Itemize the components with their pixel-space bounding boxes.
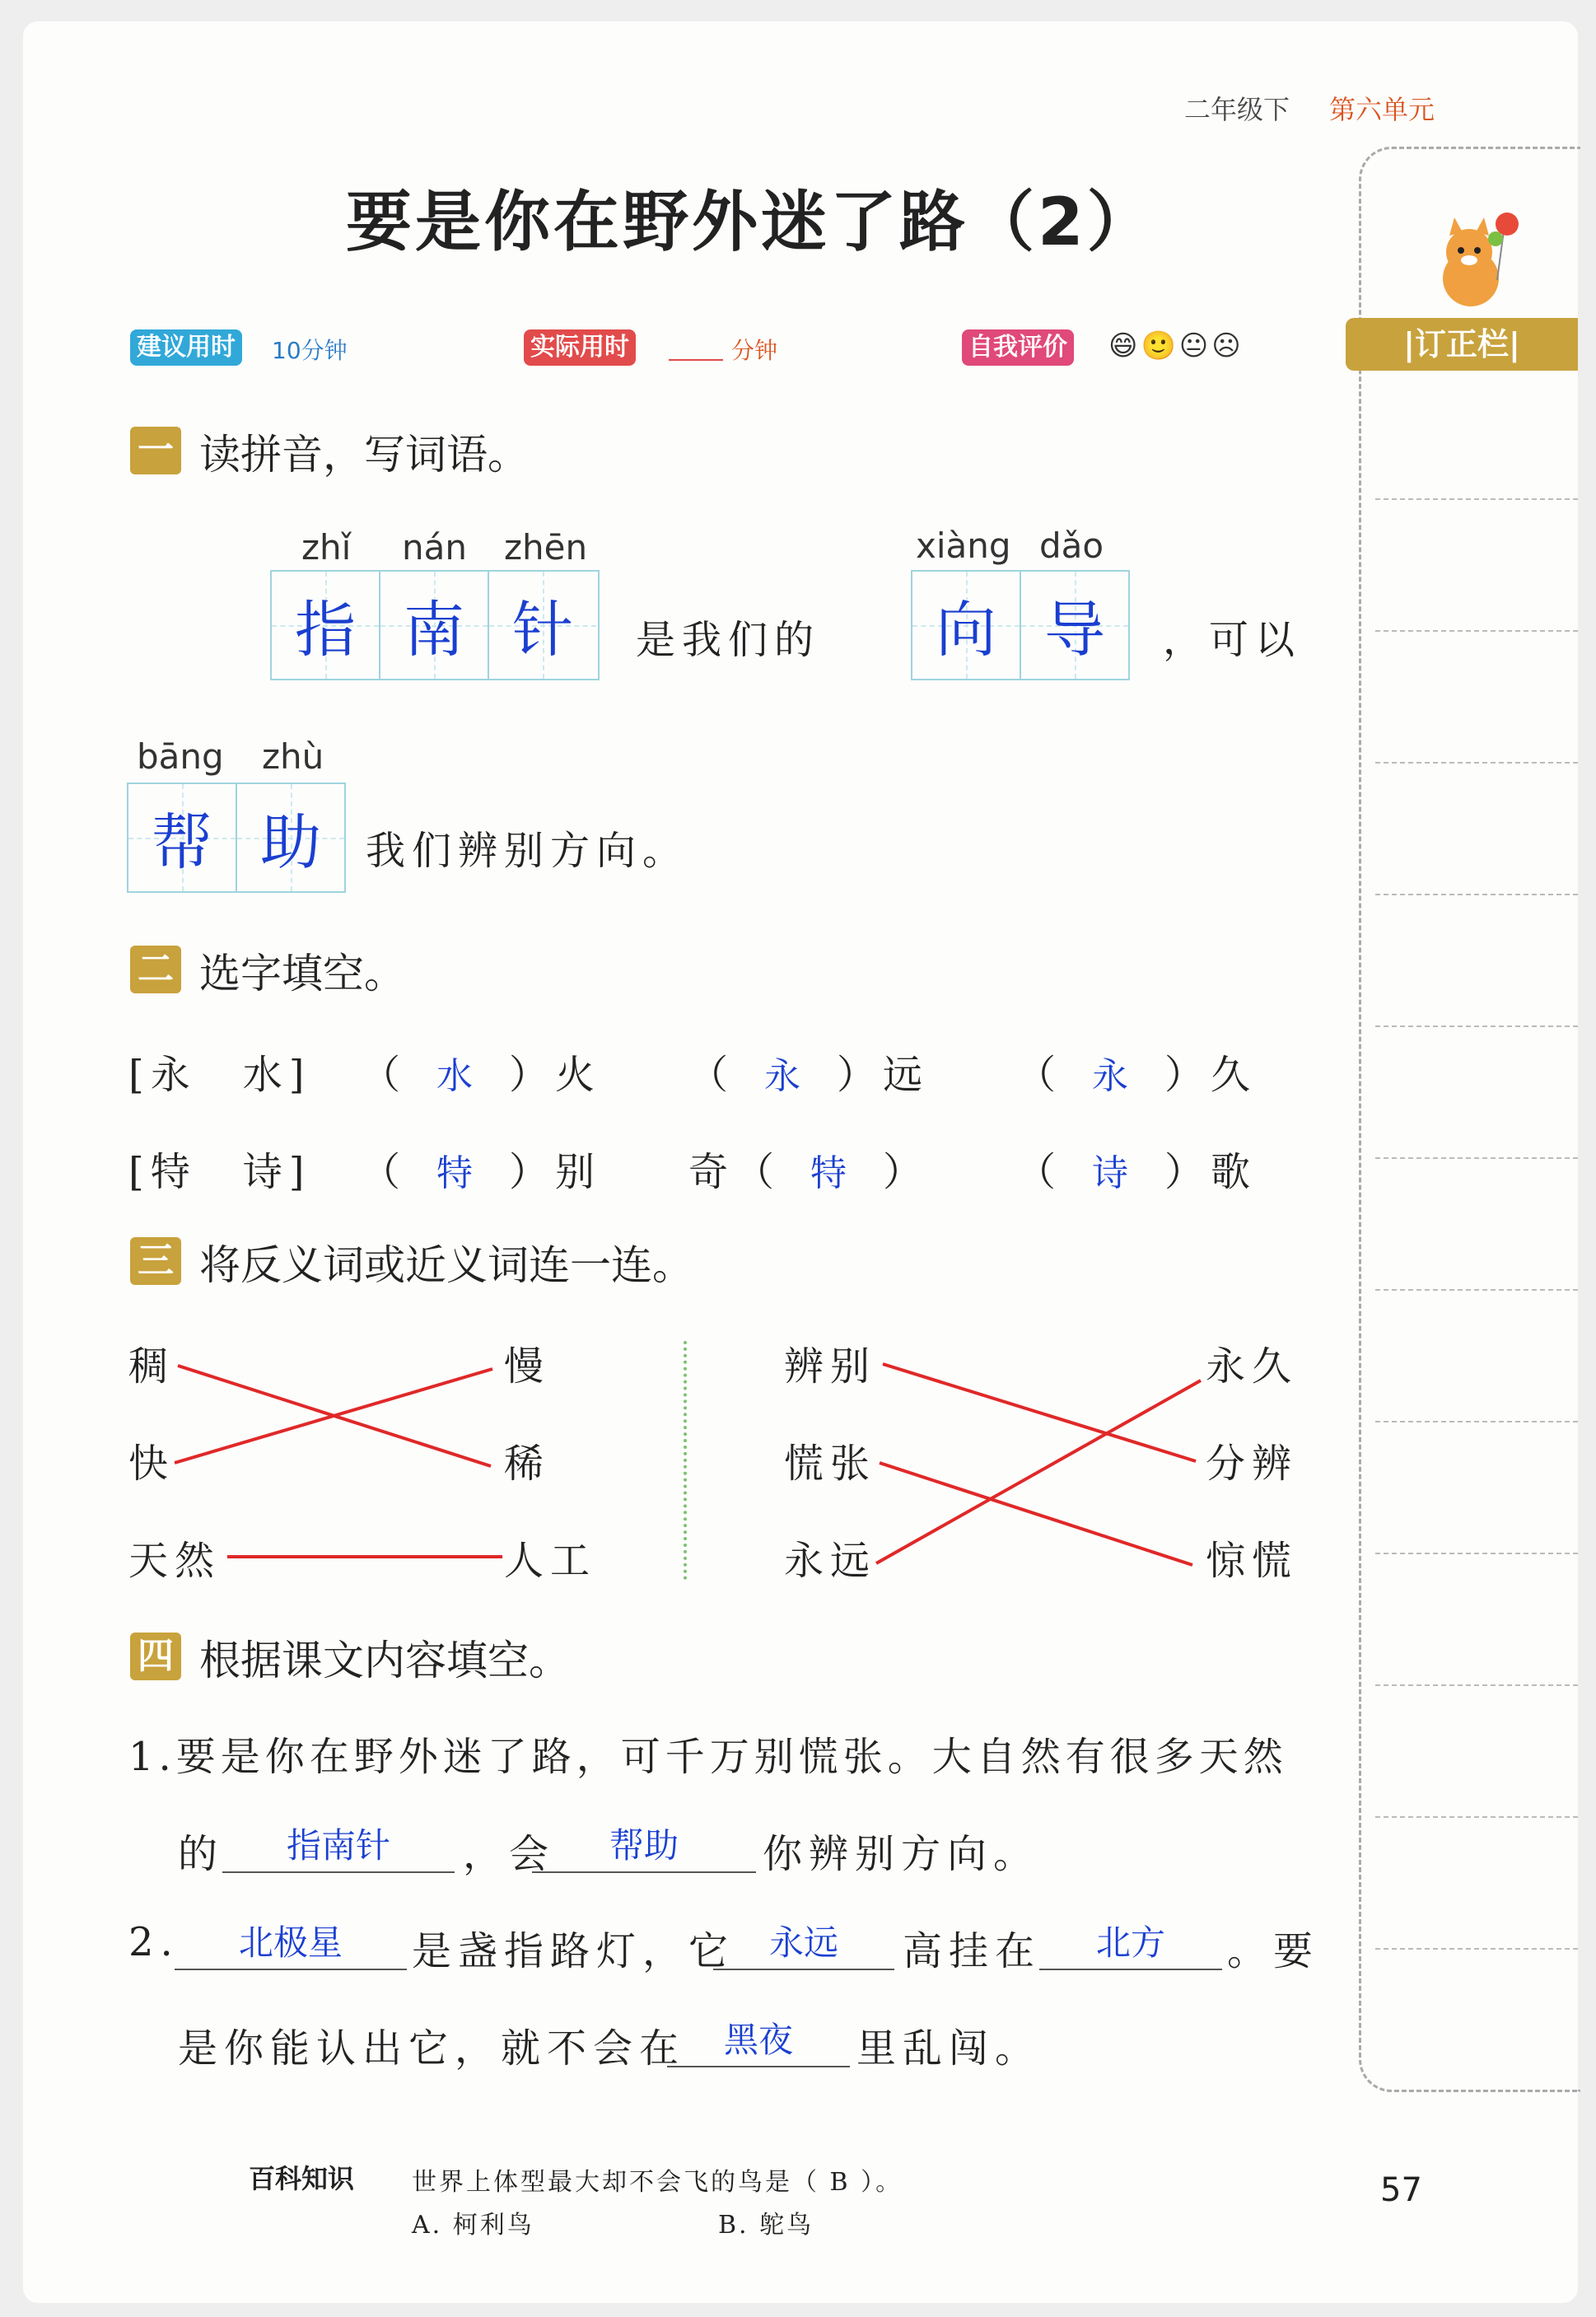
laugh-face-icon[interactable]: 😄: [1108, 329, 1138, 362]
section-4-number: 四: [130, 1633, 181, 1680]
match-line: [876, 1380, 1201, 1563]
pinyin: zhù: [262, 736, 324, 777]
sentence-text: 是我们的: [636, 617, 821, 663]
correction-column-label: |订正栏|: [1346, 318, 1578, 371]
match-word: 永远: [784, 1538, 877, 1584]
match-word: 辨别: [784, 1343, 877, 1390]
match-word: 永久: [1206, 1343, 1299, 1390]
answer-blank[interactable]: 指南针: [222, 1822, 455, 1873]
page-number: 57: [1380, 2171, 1422, 2209]
section-1-number: 一: [130, 427, 181, 474]
sad-face-icon[interactable]: ☹: [1211, 329, 1241, 362]
pinyin: nán: [402, 527, 467, 568]
sentence-text: ，可以: [1163, 617, 1302, 663]
unit-label: 第六单元: [1329, 94, 1435, 125]
suggest-time-tag: 建议用时: [130, 329, 242, 366]
answer-char: 南: [404, 595, 464, 666]
section-2-number: 二: [130, 946, 181, 993]
answer-char: 针: [512, 595, 573, 666]
answer-blank[interactable]: 北方: [1039, 1919, 1222, 1970]
answer-text: 水: [436, 1055, 480, 1097]
question-text: 是盏指路灯，它: [412, 1928, 735, 1974]
match-word: 稀: [504, 1441, 551, 1487]
fill-item: （ 特 ）别: [361, 1149, 602, 1195]
section-1-title: 读拼音，写词语。: [199, 431, 529, 479]
trivia-question: 世界上体型最大却不会飞的鸟是（ B ）。: [412, 2168, 903, 2197]
suggest-time-value: 10分钟: [272, 337, 348, 364]
match-word: 天然: [128, 1538, 222, 1584]
fill-item: （ 水 ）火: [361, 1052, 602, 1098]
question-text: 是你能认出它，就不会在: [178, 2025, 686, 2072]
fill-item: （ 永 ）久: [1016, 1052, 1258, 1098]
answer-blank[interactable]: 永远: [713, 1919, 894, 1970]
pinyin: zhēn: [504, 527, 588, 568]
match-word: 稠: [128, 1343, 175, 1390]
trivia-option-b: B. 鸵鸟: [718, 2211, 814, 2240]
answer-char: 向: [936, 595, 996, 666]
answer-blank[interactable]: 帮助: [532, 1822, 756, 1873]
neutral-face-icon[interactable]: 😐: [1178, 329, 1209, 362]
choice-chars: [特 诗]: [128, 1149, 311, 1195]
section-4-title: 根据课文内容填空。: [199, 1637, 570, 1684]
answer-text: 永: [764, 1055, 808, 1097]
trivia-label: 百科知识: [249, 2163, 355, 2194]
page-title: 要是你在野外迷了路（2）: [346, 184, 1156, 260]
section-3-number: 三: [130, 1237, 181, 1285]
answer-char: 助: [260, 807, 321, 878]
character-grid[interactable]: [270, 570, 600, 680]
answer-char: 帮: [152, 807, 212, 878]
question-1-line1: 1.要是你在野外迷了路，可千万别慌张。大自然有很多天然: [128, 1734, 1288, 1780]
actual-time-tag: 实际用时: [524, 329, 636, 366]
match-word: 分辨: [1206, 1441, 1299, 1487]
match-word: 慢: [504, 1343, 551, 1390]
fill-item: （ 永 ）远: [688, 1052, 930, 1098]
match-word: 快: [128, 1441, 175, 1487]
fill-item: 奇（ 特 ）: [688, 1149, 930, 1195]
match-line: [880, 1463, 1192, 1565]
answer-char: 导: [1044, 595, 1105, 666]
answer-text: 特: [436, 1152, 480, 1194]
section-2-title: 选字填空。: [199, 950, 405, 997]
pinyin: dǎo: [1039, 526, 1104, 566]
self-eval-tag: 自我评价: [962, 329, 1074, 366]
pinyin: xiàng: [916, 526, 1011, 566]
question-text: 高挂在: [903, 1928, 1042, 1974]
match-line: [175, 1369, 492, 1463]
match-line: [883, 1364, 1196, 1461]
smile-face-icon[interactable]: 🙂: [1141, 329, 1176, 362]
trivia-option-a: A. 柯利鸟: [412, 2211, 534, 2240]
question-text: 你辨别方向。: [763, 1831, 1040, 1877]
question-text: ，会: [463, 1831, 556, 1877]
fill-item: （ 诗 ）歌: [1016, 1149, 1258, 1195]
answer-text: 永: [1092, 1055, 1136, 1097]
choice-chars: [永 水]: [128, 1052, 311, 1098]
answer-text: 特: [810, 1152, 854, 1194]
answer-blank[interactable]: 黑夜: [667, 2016, 850, 2067]
section-3-title: 将反义词或近义词连一连。: [199, 1241, 693, 1289]
match-word: 惊慌: [1206, 1538, 1299, 1584]
answer-text: 诗: [1092, 1152, 1136, 1194]
pinyin: zhǐ: [301, 527, 352, 568]
sentence-text: 我们辨别方向。: [366, 828, 689, 874]
match-word: 人工: [504, 1538, 597, 1584]
grade-label: 二年级下: [1184, 94, 1290, 125]
question-text: 2.: [128, 1919, 180, 1965]
answer-char: 指: [295, 595, 356, 666]
answer-blank[interactable]: 北极星: [175, 1919, 407, 1970]
match-word: 慌张: [784, 1441, 877, 1487]
question-text: 的: [178, 1831, 225, 1877]
pinyin: bāng: [137, 736, 224, 777]
actual-time-unit: 分钟: [731, 337, 778, 364]
question-text: 里乱闯。: [856, 2025, 1042, 2072]
question-text: 。要: [1227, 1928, 1320, 1974]
